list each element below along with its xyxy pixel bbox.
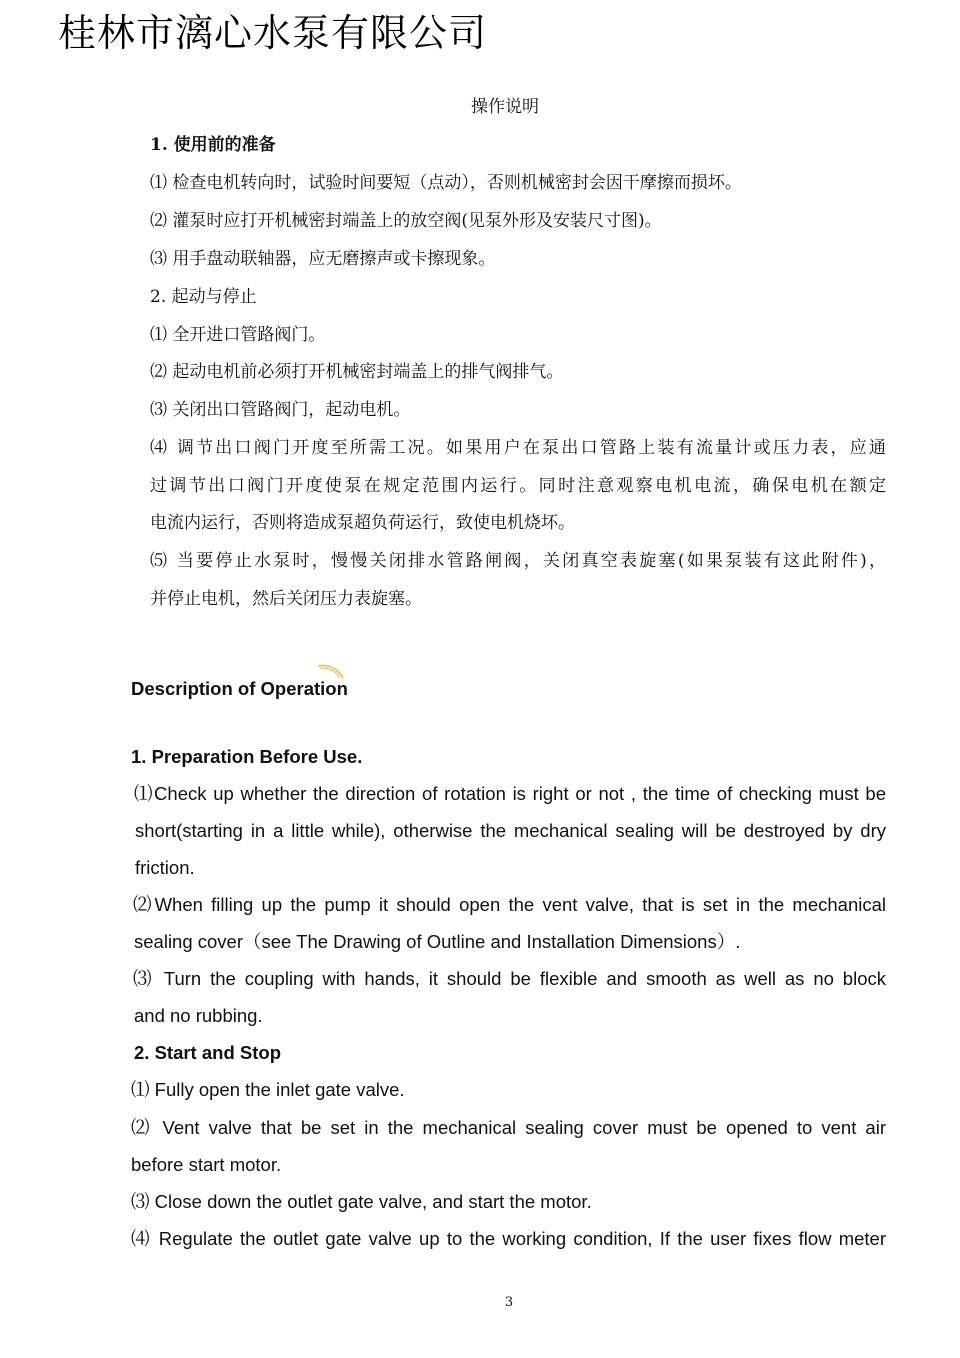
cn-paragraph-line: ⑴ 检查电机转向时，试验时间要短（点动），否则机械密封会因干摩擦而损坏。: [150, 173, 742, 193]
cn-paragraph-line: ⑵ 起动电机前必须打开机械密封端盖上的排气阀排气。: [150, 362, 564, 382]
page-number: 3: [504, 1295, 514, 1310]
en-heading-prep: 1. Preparation Before Use.: [131, 746, 363, 767]
en-section-title: Description of Operation: [131, 678, 348, 699]
company-name: 桂林市漓心水泵有限公司: [58, 11, 488, 55]
cn-paragraph-line: ⑶ 关闭出口管路阀门，起动电机。: [150, 400, 411, 420]
cn-paragraph-line: ⑶ 用手盘动联轴器，应无磨擦声或卡擦现象。: [150, 249, 496, 269]
cn-paragraph-line: ⑴ 全开进口管路阀门。: [150, 325, 326, 345]
cn-paragraph-line: 并停止电机，然后关闭压力表旋塞。: [150, 589, 422, 609]
cn-paragraph-line: ⑸ 当要停止水泵时，慢慢关闭排水管路闸阀，关闭真空表旋塞(如果泵装有这此附件)，: [150, 551, 886, 571]
en-paragraph-line: ⑵ Vent valve that be set in the mechanical sealing cover must be opened to vent air: [131, 1117, 886, 1138]
cn-section-title: 操作说明: [471, 97, 539, 117]
cn-paragraph-line: 电流内运行，否则将造成泵超负荷运行，致使电机烧坏。: [150, 513, 575, 533]
cn-heading-prep: 1. 使用前的准备: [150, 135, 276, 155]
en-paragraph-line: ⑶ Turn the coupling with hands, it should be flexible and smooth as well as no block: [133, 968, 886, 989]
en-paragraph-line: short(starting in a little while), otherwise the mechanical sealing will be destroyed by dry: [135, 820, 886, 841]
en-paragraph-line: friction.: [135, 857, 195, 878]
en-paragraph-line: ⑴Check up whether the direction of rotation is right or not , the time of checking must be: [134, 783, 886, 804]
cn-paragraph-line: ⑵ 灌泵时应打开机械密封端盖上的放空阀(见泵外形及安装尺寸图)。: [150, 211, 662, 231]
en-paragraph-line: ⑵When filling up the pump it should open the vent valve, that is set in the mechanical: [133, 894, 886, 915]
en-paragraph-line: ⑴ Fully open the inlet gate valve.: [131, 1079, 405, 1100]
cn-heading-start-stop: 2. 起动与停止: [150, 287, 257, 307]
en-paragraph-line: ⑷ Regulate the outlet gate valve up to the working condition, If the user fixes flow meter: [131, 1228, 886, 1249]
en-paragraph-line: sealing cover（see The Drawing of Outline and Installation Dimensions）.: [134, 931, 741, 952]
cn-paragraph-line: 过调节出口阀门开度使泵在规定范围内运行。同时注意观察电机电流，确保电机在额定: [150, 476, 886, 496]
cn-paragraph-line: ⑷ 调节出口阀门开度至所需工况。如果用户在泵出口管路上装有流量计或压力表，应通: [150, 438, 886, 458]
en-paragraph-line: before start motor.: [131, 1154, 282, 1175]
en-heading-start-stop: 2. Start and Stop: [134, 1042, 281, 1063]
en-paragraph-line: and no rubbing.: [134, 1005, 263, 1026]
en-paragraph-line: ⑶ Close down the outlet gate valve, and start the motor.: [131, 1191, 592, 1212]
